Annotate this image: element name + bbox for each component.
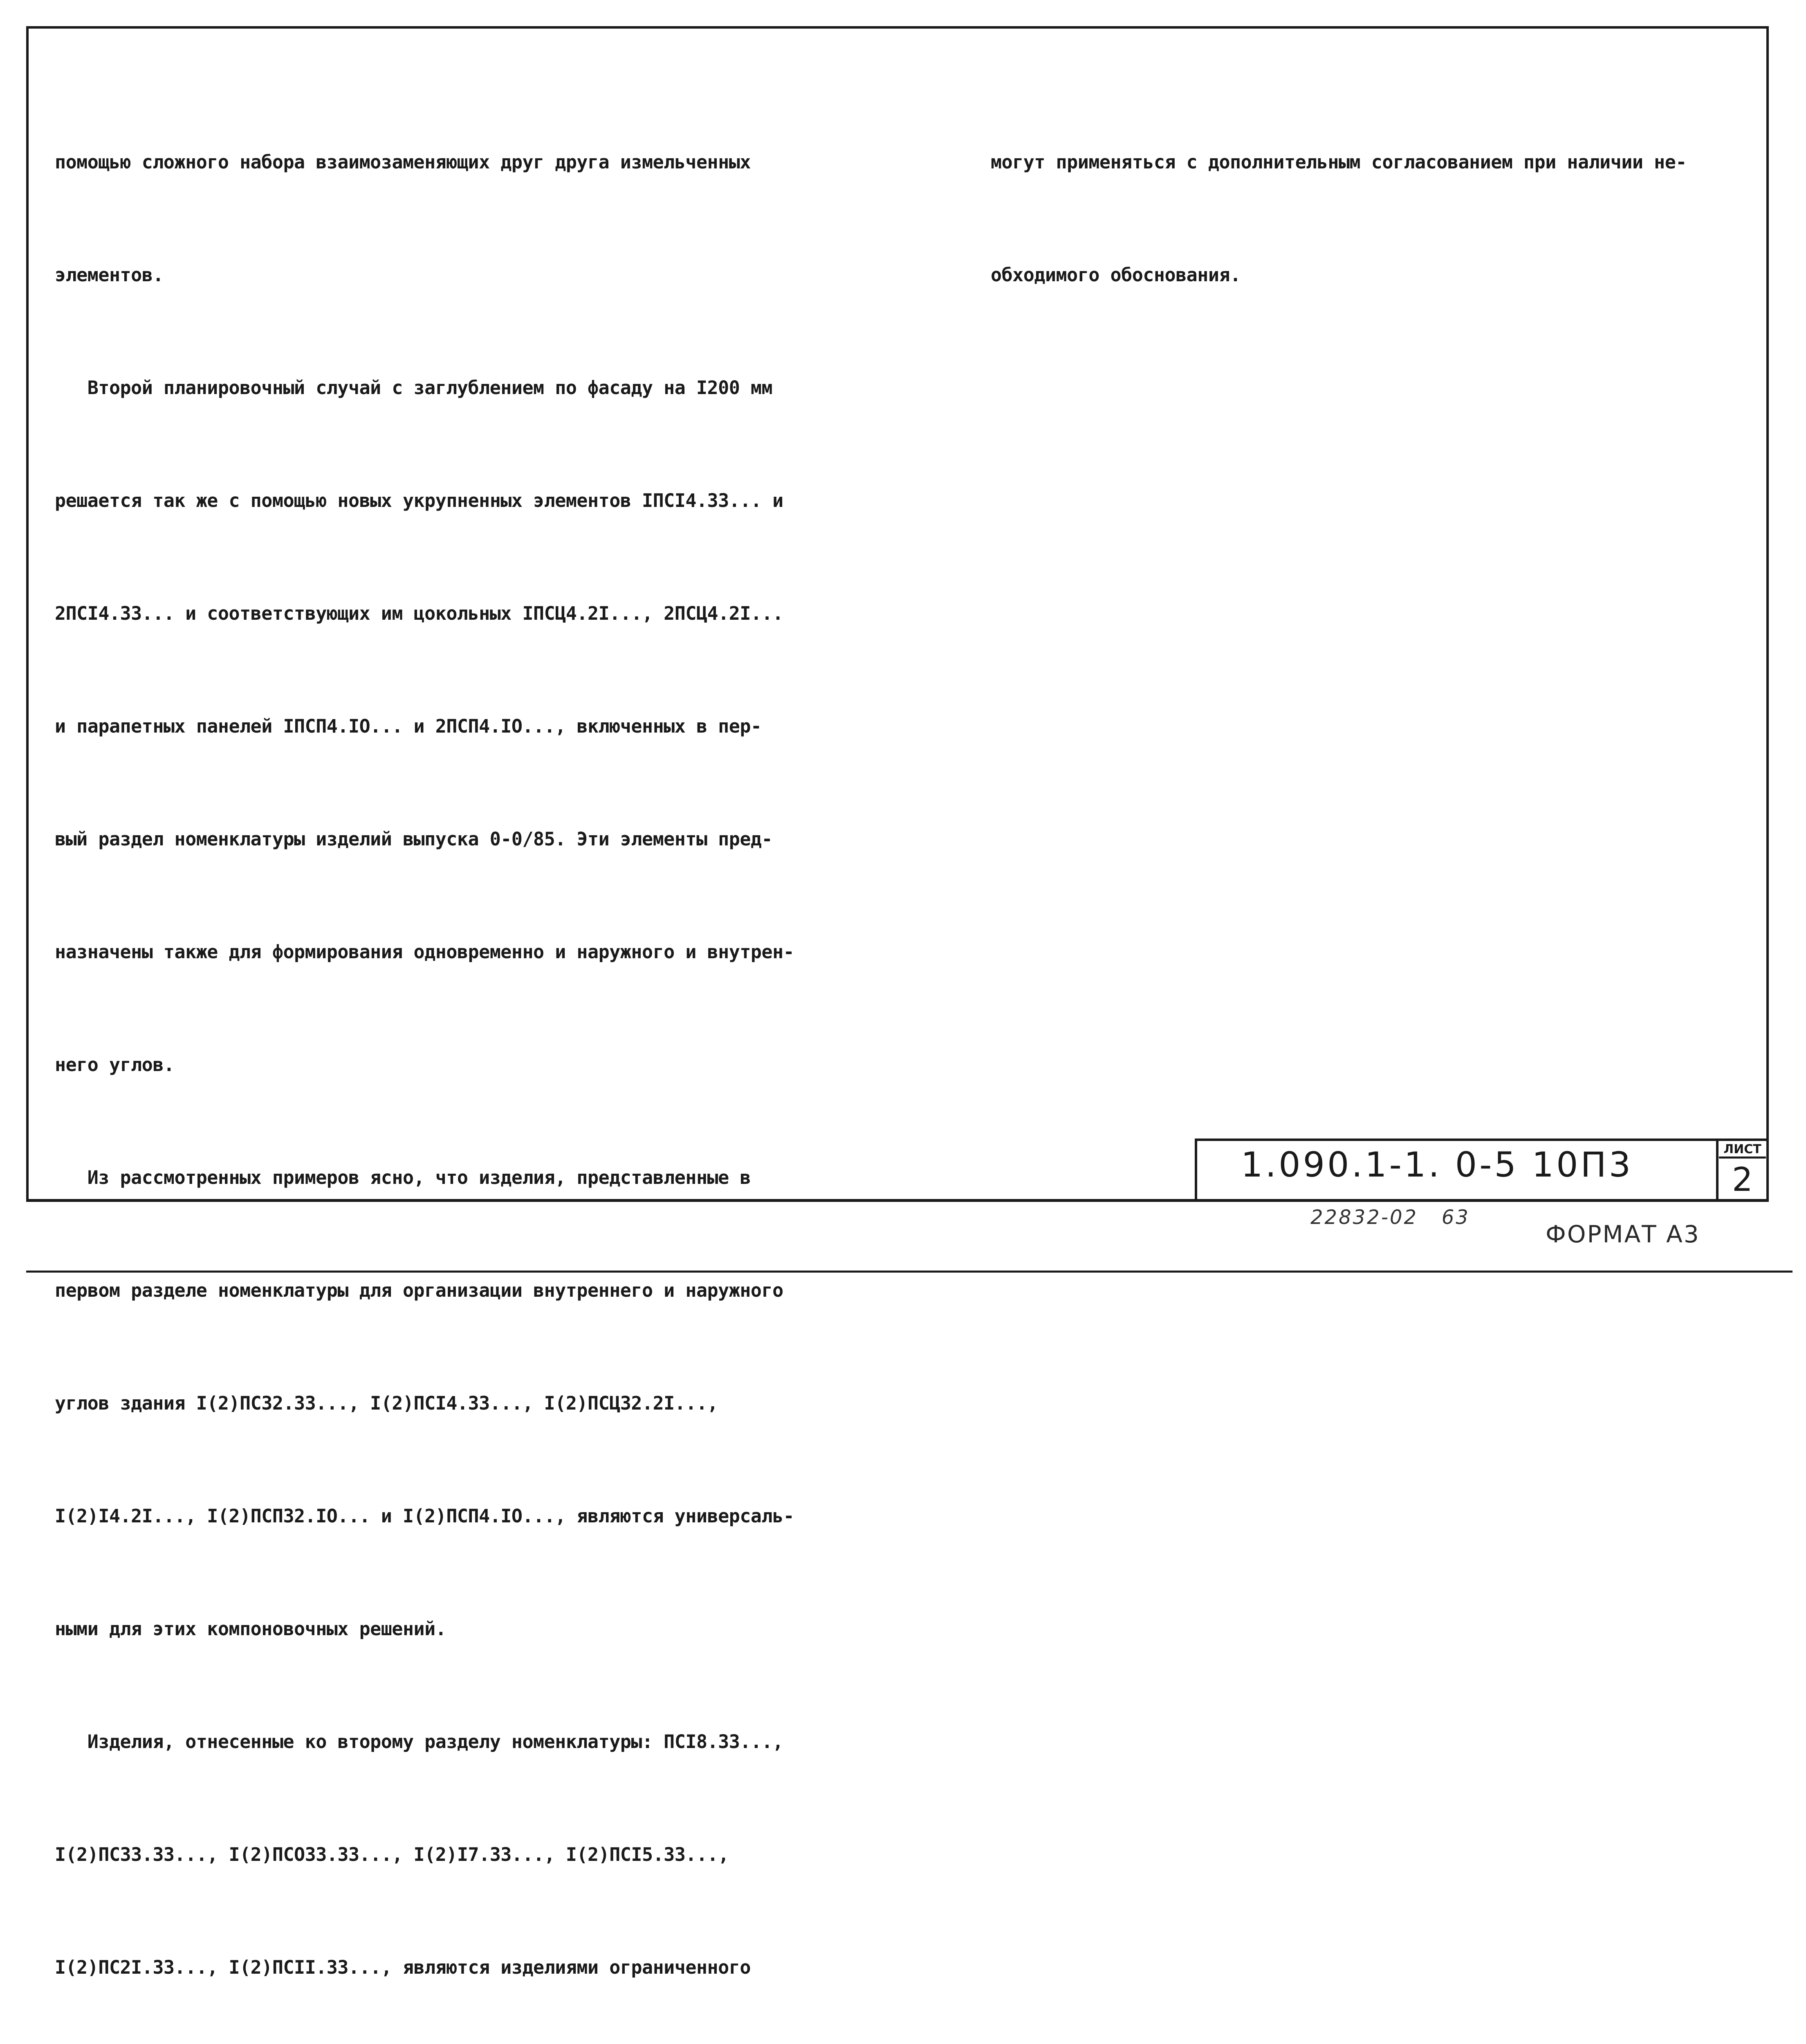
sheet-number: 2 (1732, 1161, 1753, 1199)
text-line: Изделия, отнесенные ко второму разделу номенклатуры: ПСI8.33..., (55, 1731, 783, 1753)
text-line: элементов. (55, 264, 164, 286)
trim-line (26, 1271, 1793, 1273)
text-line: и парапетных панелей IПСП4.IO... и 2ПСП4.IO..., включенных в пер- (55, 715, 762, 737)
text-line: I(2)ПС33.33..., I(2)ПСО33.33..., I(2)I7.33..., I(2)ПСI5.33..., (55, 1844, 729, 1865)
sheet-label: ЛИСТ (1719, 1141, 1766, 1159)
text-line: решается так же с помощью новых укрупненных элементов IПСI4.33... и (55, 490, 783, 511)
text-line: I(2)ПС2I.33..., I(2)ПСII.33..., являются изделиями ограниченного (55, 1957, 751, 1978)
text-line: 2ПСI4.33... и соответствующих им цокольных IПСЦ4.2I..., 2ПСЦ4.2I... (55, 603, 783, 624)
text-line: него углов. (55, 1054, 175, 1076)
text-line: I(2)I4.2I..., I(2)ПСП32.IO... и I(2)ПСП4.IO..., являются универсаль- (55, 1505, 794, 1527)
inventory-number: 22832-02 63 (1310, 1206, 1470, 1229)
text-line: углов здания I(2)ПС32.33..., I(2)ПСI4.33..., I(2)ПСЦ32.2I..., (55, 1392, 718, 1414)
text-line: могут применяться с дополнительным согласованием при наличии не- (991, 151, 1687, 173)
left-text-column (55, 68, 864, 2044)
text-line: вый раздел номенклатуры изделий выпуска 0-0/85. Эти элементы пред- (55, 828, 773, 850)
format-label: ФОРМАТ А3 (1546, 1220, 1700, 1248)
text-line: Из рассмотренных примеров ясно, что изделия, представленные в (55, 1167, 751, 1188)
text-line: Второй планировочный случай с заглублением по фасаду на I200 мм (55, 377, 773, 399)
text-line: помощью сложного набора взаимозаменяющих друг друга измельченных (55, 151, 751, 173)
text-line: первом разделе номенклатуры для организации внутреннего и наружного (55, 1280, 783, 1301)
text-line: ными для этих компоновочных решений. (55, 1618, 446, 1640)
text-line: назначены также для формирования одновременно и наружного и внутрен- (55, 941, 794, 963)
right-text-column (991, 68, 1747, 332)
text-line: обходимого обоснования. (991, 264, 1241, 286)
document-code: 1.090.1-1. 0-5 10П3 (1241, 1145, 1633, 1185)
